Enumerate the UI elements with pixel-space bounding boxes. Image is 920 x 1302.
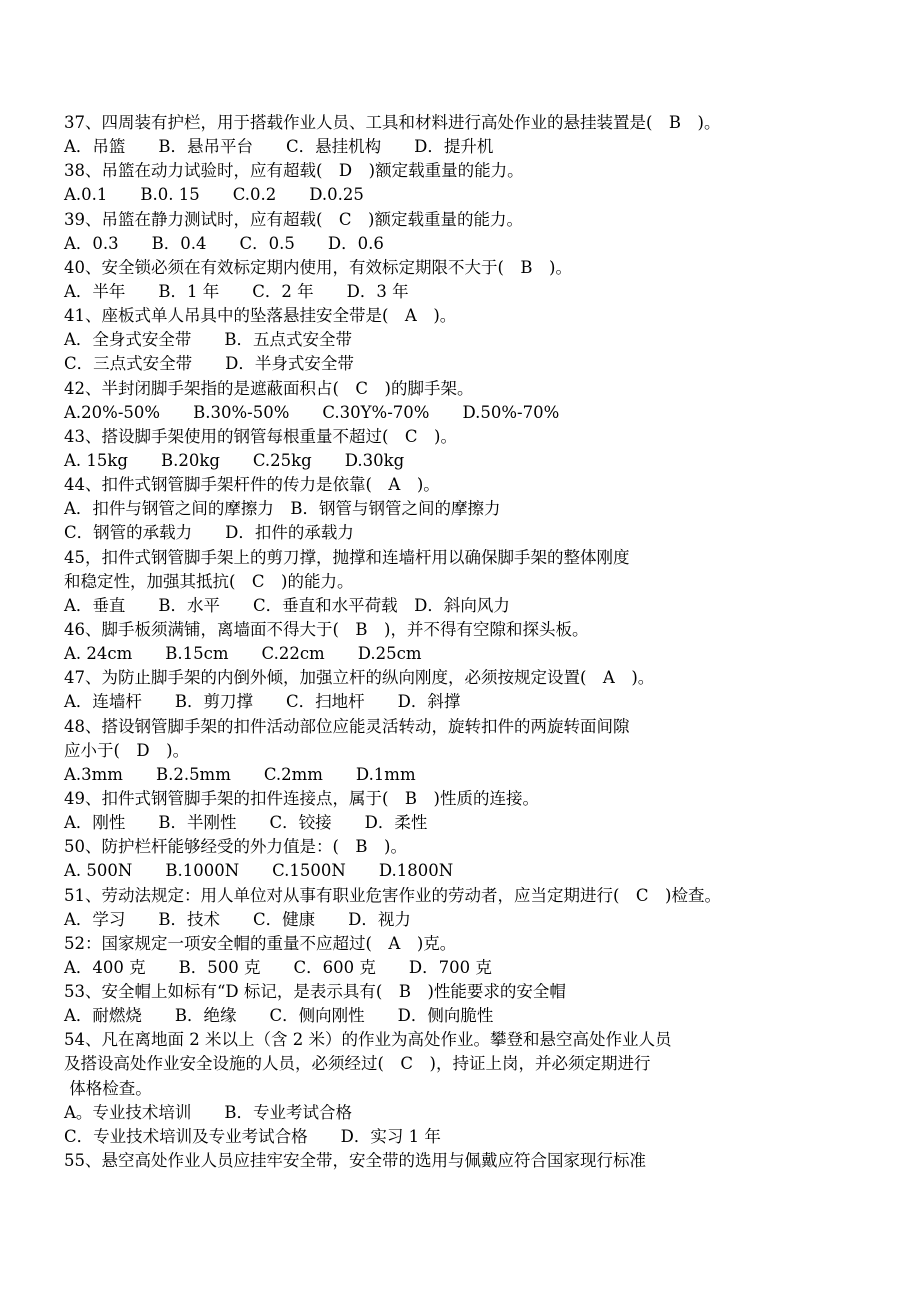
question-45: 45，扣件式钢管脚手架上的剪刀撑，抛撑和连墙杆用以确保脚手架的整体刚度 — [64, 547, 630, 567]
options-54-ab: A。专业技术培训 B．专业考试合格 — [64, 1102, 353, 1122]
question-54-cont: 及搭设高处作业安全设施的人员，必须经过( C )，持证上岗，并必须定期进行 — [64, 1054, 651, 1074]
options-42: A.20%-50% B.30%-50% C.30Y%-70% D.50%-70% — [64, 402, 560, 422]
options-39: A．0.3 B．0.4 C．0.5 D．0.6 — [64, 233, 384, 253]
options-47: A．连墙杆 B．剪刀撑 C．扫地杆 D．斜撑 — [64, 692, 461, 712]
options-41-cd: C．三点式安全带 D．半身式安全带 — [64, 354, 354, 374]
question-40: 40、安全锁必须在有效标定期内使用，有效标定期限不大于( B )。 — [64, 257, 572, 277]
question-38: 38、吊篮在动力试验时，应有超载( D )额定载重量的能力。 — [64, 161, 524, 181]
options-54-cd: C．专业技术培训及专业考试合格 D．实习 1 年 — [64, 1126, 441, 1146]
question-47: 47、为防止脚手架的内倒外倾，加强立杆的纵向刚度，必须按规定设置( A )。 — [64, 668, 655, 688]
question-54: 54、凡在离地面 2 米以上（含 2 米）的作业为高处作业。攀登和悬空高处作业人员 — [64, 1030, 672, 1050]
options-41-ab: A．全身式安全带 B．五点式安全带 — [64, 330, 353, 350]
question-52: 52：国家规定一项安全帽的重量不应超过( A )克。 — [64, 933, 457, 953]
options-44-cd: C．钢管的承载力 D．扣件的承载力 — [64, 523, 354, 543]
options-51: A．学习 B．技术 C．健康 D．视力 — [64, 909, 411, 929]
options-44-ab: A．扣件与钢管之间的摩擦力 B．钢管与钢管之间的摩擦力 — [64, 499, 501, 519]
options-50: A. 500N B.1000N C.1500N D.1800N — [64, 861, 454, 881]
options-45: A．垂直 B．水平 C．垂直和水平荷载 D．斜向风力 — [64, 595, 510, 615]
options-49: A．刚性 B．半刚性 C．铰接 D．柔性 — [64, 813, 428, 833]
question-53: 53、安全帽上如标有“D 标记，是表示具有( B )性能要求的安全帽 — [64, 982, 566, 1002]
options-37: A．吊篮 B．悬吊平台 C．悬挂机构 D．提升机 — [64, 137, 494, 157]
options-46: A. 24cm B.15cm C.22cm D.25cm — [64, 644, 422, 664]
options-40: A．半年 B．1 年 C．2 年 D．3 年 — [64, 281, 409, 301]
options-38: A.0.1 B.0. 15 C.0.2 D.0.25 — [64, 185, 364, 205]
question-41: 41、座板式单人吊具中的坠落悬挂安全带是( A )。 — [64, 306, 457, 326]
question-55: 55、悬空高处作业人员应挂牢安全带，安全带的选用与佩戴应符合国家现行标准 — [64, 1151, 646, 1171]
question-48-cont: 应小于( D )。 — [64, 740, 190, 760]
question-39: 39、吊篮在静力测试时，应有超载( C )额定载重量的能力。 — [64, 209, 523, 229]
options-52: A．400 克 B．500 克 C．600 克 D．700 克 — [64, 957, 492, 977]
options-48: A.3mm B.2.5mm C.2mm D.1mm — [64, 764, 416, 784]
document-body — [64, 111, 904, 1173]
question-48: 48、搭设钢管脚手架的扣件活动部位应能灵活转动，旋转扣件的两旋转面间隙 — [64, 716, 630, 736]
question-45-cont: 和稳定性，加强其抵抗( C )的能力。 — [64, 571, 354, 591]
question-44: 44、扣件式钢管脚手架杆件的传力是依靠( A )。 — [64, 475, 440, 495]
options-43: A. 15kg B.20kg C.25kg D.30kg — [64, 450, 405, 470]
question-49: 49、扣件式钢管脚手架的扣件连接点，属于( B )性质的连接。 — [64, 788, 539, 808]
question-43: 43、搭设脚手架使用的钢管每根重量不超过( C )。 — [64, 426, 457, 446]
question-46: 46、脚手板须满铺，离墙面不得大于( B )，并不得有空隙和探头板。 — [64, 619, 589, 639]
question-51: 51、劳动法规定：用人单位对从事有职业危害作业的劳动者，应当定期进行( C )检查。 — [64, 885, 721, 905]
question-50: 50、防护栏杆能够经受的外力值是：( B )。 — [64, 837, 407, 857]
options-53: A．耐燃烧 B．绝缘 C．侧向刚性 D．侧向脆性 — [64, 1006, 494, 1026]
question-42: 42、半封闭脚手架指的是遮蔽面积占( C )的脚手架。 — [64, 378, 474, 398]
question-37: 37、四周装有护栏，用于搭载作业人员、工具和材料进行高处作业的悬挂装置是( B )。 — [64, 113, 721, 132]
question-54-cont-2: 体格检查。 — [64, 1078, 152, 1098]
